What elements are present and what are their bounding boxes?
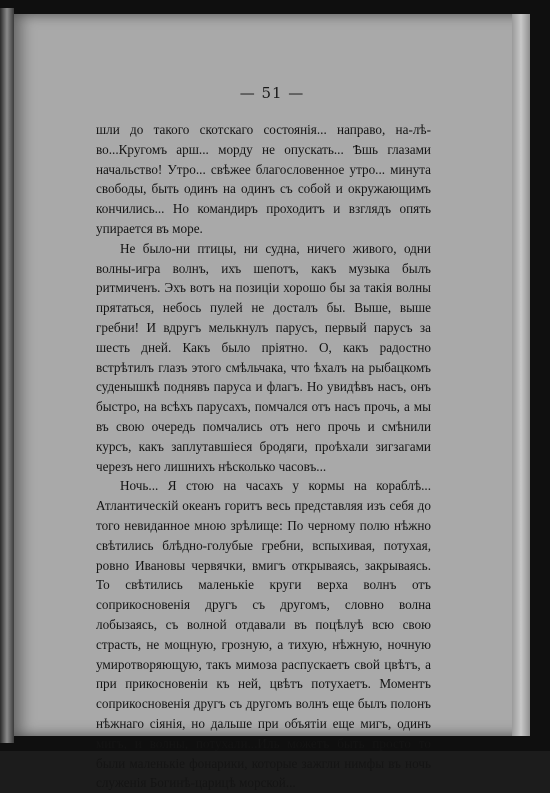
paragraph-1: шли до такого скотскаго состоянія... направо, на-лѣ-во...Кругомъ арш... морду не опускать... Ѣшь глазами начальство! Утро... свѣжее благословенное утро... минута свободы, быть одинъ на одинъ съ собой и окружающимъ кончились... Но командиръ проходитъ и взглядъ опять упирается въ море. (96, 122, 431, 236)
paragraph-2: Не было-ни птицы, ни судна, ничего живого, одни волны-игра волнъ, ихъ шепотъ, какъ музыка былъ ритмиченъ. Эхъ вотъ на позиціи хорошо бы за такія волны прятаться, небось пулей не досталъ бы. Выше, выше гребни! И вдругъ мелькнулъ парусъ, первый парусъ за шесть дней. Какъ было пріятно. О, какъ радостно встрѣтилъ глазъ этого смѣльчака, что ѣхалъ на рыбацкомъ суденышкѣ поднявъ паруса и флагъ. Но увидѣвъ насъ, онъ быстро, на всѣхъ парусахъ, помчался отъ насъ прочь, а мы въ свою очередь помчались отъ него прочь и смѣнили курсъ, какъ заплутавшіеся бродяги, проѣхали зигзагами черезъ него лишнихъ нѣсколько часовъ... (96, 240, 431, 474)
paragraph-3: Ночь... Я стою на часахъ у кормы на кораблѣ... Атлантическій океанъ горитъ весь представляя изъ себя до того невиданное мною зрѣлище: По черному полю нѣжно свѣтились блѣдно-голубые гребни, вспыхивая, потухая, ровно Ивановы червячки, вмигъ открываясь, закрываясь. То свѣтились маленькіе круги верха волнъ отъ соприкосновенія другъ съ другомъ, словно волна лобызаясь, съ волной отдавали въ поцѣлуѣ всю свою страсть, не мощную, грозную, а тихую, нѣжную, ночную умиротворяющую, такъ мимоза распускаетъ свой цвѣтъ, а при прикосновеніи къ ней, цвѣтъ потухаетъ. Моментъ соприкосновенія другъ съ другомъ волнъ еще былъ полонъ нѣжнаго сіянія, но дальше при объятіи еще мигъ, одинъ мигъ, и волны, потухали...Иль можетъ быть просто то были маленькіе фонарики, которые зажгли нимфы въ ночь служенія Богинѣ-царицѣ морской... (96, 478, 431, 791)
previous-page-edge (0, 8, 14, 743)
body-text (96, 120, 431, 793)
page-right-edge (512, 14, 530, 736)
book-page (14, 14, 530, 791)
page-number: — 51 — (239, 84, 305, 102)
